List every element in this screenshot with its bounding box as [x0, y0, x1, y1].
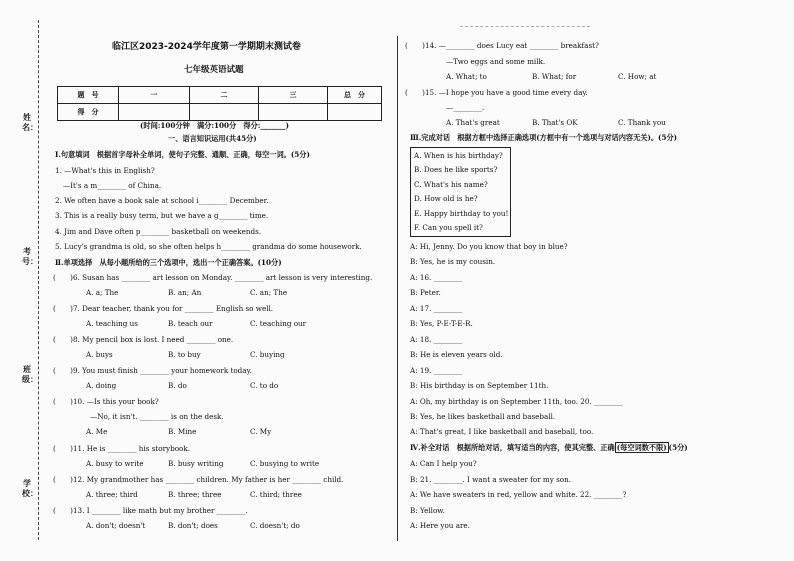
mc-option-c[interactable]: C. teaching our [250, 319, 307, 328]
mc-question-line2: —No, it isn't. ________ is on the desk. [90, 412, 224, 421]
column-divider [397, 36, 398, 541]
question-line: 2. We often have a book sale at school i________ December. [55, 196, 269, 205]
mc-option-b[interactable]: B. don't; does [168, 521, 218, 530]
exam-title: 临江区2023-2024学年度第一学期期末测试卷 [112, 42, 301, 52]
question-line: —It's a m________ of China. [63, 181, 162, 190]
mc-option-c[interactable]: C. an; The [250, 288, 288, 297]
top-dash-line [460, 26, 590, 27]
score-table-score-row [58, 104, 382, 121]
mc-question: ( )7. Dear teacher, thank you for ________ English so well. [53, 304, 274, 313]
score-cell: 一 [119, 87, 190, 104]
dialog-option: A. When is his birthday? [414, 151, 503, 160]
section4-heading-tail: (5分) [668, 443, 688, 452]
dialog-line: B: Peter. [410, 288, 441, 297]
dialog-line: A: 19. ________ [410, 366, 463, 375]
dialog-line: B: Yes, he likes basketball and baseball. [410, 412, 556, 421]
mc-question: ( )9. You must finish ________ your homework today. [53, 366, 252, 375]
mc-question: ( )15. —I hope you have a good time every day. [405, 88, 588, 97]
dialog-line: A: Hi, Jenny. Do you know that boy in blue? [410, 242, 568, 251]
mc-option-b[interactable]: B. Mine [168, 427, 197, 436]
mc-option-a[interactable]: A. a; The [86, 288, 119, 297]
section4-heading [410, 443, 688, 452]
mc-option-b[interactable]: B. to buy [168, 350, 201, 359]
binding-strip [0, 0, 50, 561]
dialog-line: A: 17. ________ [410, 304, 463, 313]
mc-option-a[interactable]: A. three; third [86, 490, 138, 499]
exam-number-label: 考号： [22, 246, 38, 266]
section3-heading: Ⅲ.完成对话 根据方框中选择正确选项(方框中有一个选项与对话内容无关)。(5分) [410, 133, 678, 142]
mc-option-c[interactable]: C. Thank you [618, 118, 666, 127]
dialog-option: D. How old is he? [414, 194, 478, 203]
mc-option-a[interactable]: A. teaching us [86, 319, 138, 328]
mc-option-a[interactable]: A. don't; doesn't [86, 521, 146, 530]
dialog-line: A: Here you are. [410, 521, 470, 530]
score-table [57, 86, 382, 121]
dialog-line: A: We have sweaters in red, yellow and white. 22. ________? [410, 490, 627, 499]
mc-question: ( )12. My grandmother has ________ children. My father is her ________ child. [53, 475, 344, 484]
mc-option-b[interactable]: B. three; three [168, 490, 222, 499]
dialog-line: A: Can I help you? [410, 459, 477, 468]
question-line: 5. Lucy's grandma is old, so she often helps h________ grandma do some housework. [55, 242, 362, 251]
mc-question: ( )10. —Is this your book? [53, 397, 159, 406]
mc-option-c[interactable]: C. third; three [250, 490, 302, 499]
section2-heading: Ⅱ.单项选择 从每小题所给的三个选项中，选出一个正确答案。(10分) [55, 258, 282, 267]
part1-heading: 一、语言知识运用(共45分) [168, 134, 257, 143]
score-input-cell[interactable] [259, 104, 328, 121]
mc-option-c[interactable]: C. buying [250, 350, 285, 359]
mc-option-c[interactable]: C. How; at [618, 72, 657, 81]
score-cell: 三 [259, 87, 328, 104]
mc-option-a[interactable]: A. Me [86, 427, 108, 436]
section1-heading: Ⅰ.句意填词 根据首字母补全单词，使句子完整、通顺、正确，每空一词。(5分) [55, 150, 310, 159]
score-table-header-row [58, 87, 382, 104]
mc-option-c[interactable]: C. My [250, 427, 272, 436]
mc-option-a[interactable]: A. doing [86, 381, 117, 390]
mc-question: ( )14. —________ does Lucy eat ________ breakfast? [405, 41, 599, 50]
fold-line [38, 20, 39, 540]
dialog-line: A: That's great, I like basketball and baseball, too. [410, 427, 594, 436]
dialog-line: A: 16. ________ [410, 273, 463, 282]
dialog-option: E. Happy birthday to you! [414, 209, 509, 218]
dialog-line: B: He is eleven years old. [410, 350, 503, 359]
score-cell: 得 分 [58, 104, 119, 121]
name-label: 姓名： [22, 112, 38, 132]
dialog-line: A: Oh, my birthday is on September 11th, too. 20. ________ [410, 397, 623, 406]
score-cell: 二 [190, 87, 259, 104]
mc-question-line2: —________. [446, 103, 485, 112]
mc-option-b[interactable]: B. an; An [168, 288, 202, 297]
question-line: 3. This is a really busy term, but we have a g________ time. [55, 211, 269, 220]
dialog-line: B: Yellow. [410, 506, 445, 515]
option-box [410, 147, 511, 237]
school-label: 学校： [22, 478, 38, 498]
mc-question: ( )6. Susan has ________ art lesson on Monday. ________ art lesson is very interesting. [53, 273, 373, 282]
mc-option-c[interactable]: C. busying to write [250, 459, 320, 468]
mc-question: ( )11. He is ________ his storybook. [53, 444, 191, 453]
mc-option-a[interactable]: A. buys [86, 350, 113, 359]
mc-option-a[interactable]: A. What; to [446, 72, 487, 81]
mc-option-b[interactable]: B. What; for [532, 72, 577, 81]
mc-question: ( )13. I ________ like math but my brother ________. [53, 506, 248, 515]
class-label: 班级： [22, 364, 38, 384]
mc-option-b[interactable]: B. busy writing [168, 459, 224, 468]
mc-option-c[interactable]: C. to do [250, 381, 279, 390]
mc-option-b[interactable]: B. teach our [168, 319, 213, 328]
dialog-option: F. Can you spell it? [414, 223, 483, 232]
dialog-line: B: His birthday is on September 11th. [410, 381, 549, 390]
mc-option-b[interactable]: B. do [168, 381, 187, 390]
score-cell: 总 分 [328, 87, 382, 104]
mc-question: ( )8. My pencil box is lost. I need ________ one. [53, 335, 234, 344]
dialog-line: B: 21. ________. I want a sweater for my son. [410, 475, 571, 484]
dialog-option: B. Does he like sports? [414, 165, 498, 174]
time-info: (时间:100分钟 满分:100分 得分:_______) [140, 121, 289, 130]
question-line: 4. Jim and Dave often p________ basketball on weekends. [55, 227, 262, 236]
score-input-cell[interactable] [328, 104, 382, 121]
exam-subtitle: 七年级英语试题 [184, 65, 244, 75]
dialog-line: B: Yes, he is my cousin. [410, 257, 496, 266]
mc-option-a[interactable]: A. That's great [446, 118, 500, 127]
score-input-cell[interactable] [119, 104, 190, 121]
section4-heading-text: Ⅳ.补全对话 根据所给对话，填写适当的内容，使其完整、正确 [410, 443, 615, 452]
question-line: 1. —What's this in English? [55, 166, 155, 175]
mc-option-c[interactable]: C. doesn't; do [250, 521, 300, 530]
mc-option-b[interactable]: B. That's OK [532, 118, 578, 127]
section4-heading-boxed: (每空词数不限) [616, 443, 667, 452]
mc-option-a[interactable]: A. busy to write [86, 459, 144, 468]
score-input-cell[interactable] [190, 104, 259, 121]
dialog-option: C. What's his name? [414, 180, 488, 189]
dialog-line: B: Yes, P-E-T-E-R. [410, 319, 473, 328]
score-cell: 题 号 [58, 87, 119, 104]
mc-question-line2: —Two eggs and some milk. [446, 57, 546, 66]
dialog-line: A: 18. ________ [410, 335, 463, 344]
